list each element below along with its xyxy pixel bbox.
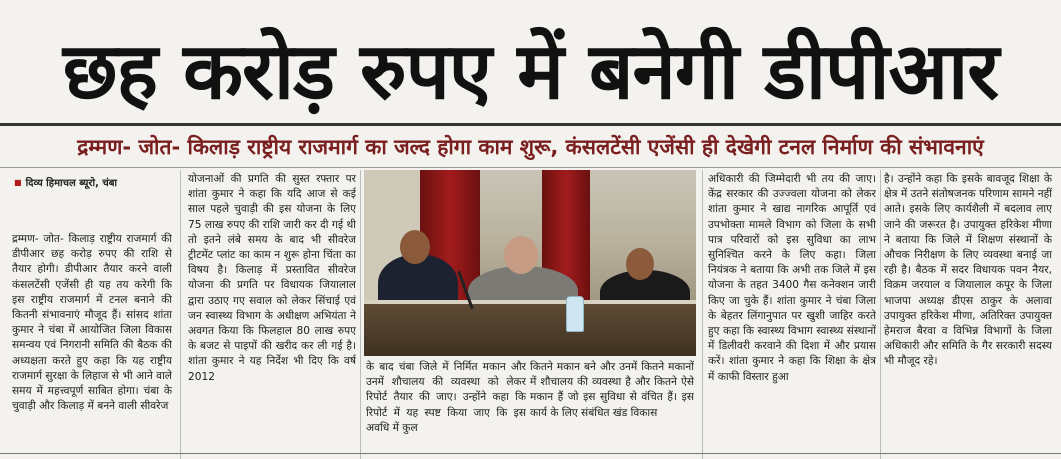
subheadline: द्रम्मण- जोत- किलाड़ राष्ट्रीय राजमार्ग का जल्द होगा काम शुरू, कंसलटेंसी एजेंसी ही देखेगी टनल निर्माण की संभावनाएं bbox=[77, 135, 984, 159]
water-bottle-icon bbox=[566, 296, 584, 332]
column-6-text: है। उन्होंने कहा कि इसके बावजूद शिक्षा के क्षेत्र में उतने संतोषजनक परिणाम सामने नहीं आते। इसके लिए कार्यशैली में बदलाव लाए जाने की जरूरत है। उपायुक्त हरिकेश मीणा ने बताया कि जिले में शिक्षण संस्थानों के औचक निरीक्षण के लिए व्यवस्था बनाई जा रही है। बैठक में सदर विधायक पवन नैयर, विक्रम जरयाल व जियालाल कपूर के जिला भाजपा अध्यक्ष डीएस ठाकुर के अलावा उपायुक्त हरिकेश मीणा, अतिरिक्त उपायुक्त हेमराज बैरवा व विभिन्न विभागों के जिला अधिकारी और समिति के गैर सरकारी सदस्य भी मौजूद रहे। bbox=[884, 173, 1052, 368]
subheadline-divider bbox=[0, 167, 1061, 168]
bullet-icon: ■ bbox=[14, 177, 22, 187]
column-4-text: कितने मकान बने और उनमें कितने मकानों में शौचालय की व्यवस्था है और कितने ऐसे मकान हैं जो इस सुविधा से वंचित हैं। इस कार्य के लिए संबंधित खंड विकास bbox=[530, 361, 694, 419]
photo-head-right bbox=[626, 248, 654, 280]
article-column-5 bbox=[708, 172, 876, 459]
meeting-photo bbox=[364, 170, 696, 356]
column-divider bbox=[880, 170, 881, 459]
byline-text: दिव्य हिमाचल ब्यूरो, चंबा bbox=[25, 178, 118, 189]
column-divider bbox=[180, 170, 181, 459]
photo-head-left bbox=[400, 230, 430, 264]
column-2-text: योजनाओं की प्रगति की सुस्त रफ्तार पर शांता कुमार ने कहा कि यदि आज से कई साल पहले चुवाड़ी की इस योजना के लिए 75 लाख रुपए की राशि जारी कर दी गई थी तो इतने लंबे समय के बाद भी सीवरेज ट्रीटमेंट प्लांट का काम न शुरू होना चिंता का विषय है। किलाड़ में प्रस्तावित सीवरेज योजना की प्रगति पर विधायक जियालाल द्वारा उठाए गए सवाल को लेकर सिंचाई एवं जन स्वास्थ्य विभाग के अधीक्षण अभियंता ने अवगत किया कि फिलहाल 80 लाख रुपए के बजट से पाइपों की खरीद कर ली गई है। शांता कुमार ने यह निर्देश भी दिए कि वर्ष 2012 bbox=[188, 173, 356, 383]
bottom-divider bbox=[0, 453, 1061, 454]
article-column-3 bbox=[366, 360, 526, 459]
headline: छह करोड़ रुपए में बनेगी डीपीआर bbox=[62, 27, 999, 117]
byline bbox=[14, 172, 174, 192]
headline-divider bbox=[0, 123, 1061, 126]
column-1-text: द्रम्मण- जोत- किलाड़ राष्ट्रीय राजमार्ग की डीपीआर छह करोड़ रुपए की राशि से तैयार होगी। डीपीआर तैयार करने वाली कंसलटेंसी एजेंसी ही यह तय करेगी कि इस राष्ट्रीय राजमार्ग में टनल बनाने की कितनी संभावनाएं मौजूद हैं। सांसद शांता कुमार ने चंबा में आयोजित जिला विकास समन्वय एवं निगरानी समिति की बैठक की अध्यक्षता करते हुए कहा कि यह राष्ट्रीय राजमार्ग सुरक्षा के लिहाज से भी आने वाले समय में महत्त्वपूर्ण साबित होगा। चंबा के चुवाड़ी और किलाड़ में बनने वाली सीवरेज bbox=[12, 233, 172, 413]
column-5-text: अधिकारी की जिम्मेदारी भी तय की जाए। केंद्र सरकार की उज्ज्वला योजना को लेकर शांता कुमार ने खाद्य नागरिक आपूर्ति एवं उपभोक्ता मामले विभाग को जिला के सभी पात्र परिवारों को इस सुविधा का लाभ सुनिश्चित करने के लिए कहा। जिला नियंत्रक ने बताया कि अभी तक जिले में इस योजना के तहत 3400 गैस कनेक्शन जारी किए जा चुके हैं। शांता कुमार ने चंबा जिला के बेहतर लिंगानुपात पर खुशी जाहिर करते हुए कहा कि स्वास्थ्य विभाग स्वास्थ्य संस्थानों में डिलीवरी करवाने की दिशा में और प्रयास करें। शांता कुमार ने कहा कि शिक्षा के क्षेत्र में काफी विस्तार हुआ bbox=[708, 173, 876, 383]
article-column-2 bbox=[188, 172, 356, 459]
column-divider bbox=[702, 170, 703, 459]
photo-table bbox=[364, 304, 696, 356]
column-divider bbox=[360, 170, 361, 459]
photo-head-center bbox=[504, 236, 538, 274]
article-column-1 bbox=[12, 232, 172, 459]
article-column-6 bbox=[884, 172, 1052, 459]
article-column-4 bbox=[530, 360, 694, 459]
column-3-text: के बाद चंबा जिले में निर्मित मकान और उनमें शौचालय की व्यवस्था को लेकर रिपोर्ट तैयार की जाए। उन्होंने कहा कि रिपोर्ट में यह स्पष्ट किया जाए कि इस अवधि में कुल bbox=[366, 361, 526, 434]
